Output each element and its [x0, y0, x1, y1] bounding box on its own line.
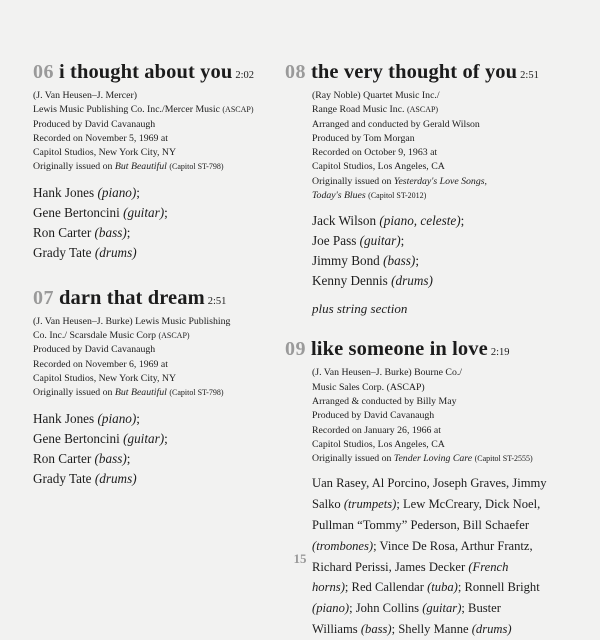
musician: Jack Wilson (piano, celeste); [312, 213, 465, 229]
track-credits [312, 89, 590, 203]
publisher: Music Sales Corp. (ASCAP) [312, 381, 425, 393]
track-heading [33, 286, 298, 314]
track-number: 08 [285, 61, 306, 83]
producer: Produced by David Cavanaugh [33, 344, 156, 356]
composers-publisher: (J. Van Heusen–J. Burke) Lewis Music Publishing [33, 315, 231, 327]
musician: Hank Jones (piano); [33, 410, 140, 426]
track-07 [33, 286, 298, 489]
track-heading [285, 60, 590, 88]
studio: Capitol Studios, Los Angeles, CA [312, 438, 445, 450]
original-issue: Originally issued on Yesterday's Love Songs, [312, 175, 487, 187]
musician: Joe Pass (guitar); [312, 233, 405, 249]
original-issue-cont: Today's Blues (Capitol ST-2012) [312, 190, 427, 202]
page-number: 15 [293, 551, 307, 566]
composers-publisher: (Ray Noble) Quartet Music Inc./ [312, 90, 440, 101]
track-duration: 2:02 [235, 70, 255, 81]
musician: Ron Carter (bass); [33, 224, 131, 240]
original-issue: Originally issued on But Beautiful (Capitol ST-798) [33, 387, 224, 399]
track-09 [285, 337, 590, 639]
track-heading [33, 60, 298, 88]
studio: Capitol Studios, New York City, NY [33, 372, 177, 384]
publisher: Lewis Music Publishing Co. Inc./Mercer Music (ASCAP) [33, 104, 254, 116]
arranger: Arranged and conducted by Gerald Wilson [312, 118, 480, 130]
track-06 [33, 60, 298, 263]
track-number: 07 [33, 286, 54, 309]
publisher: Range Road Music Inc. (ASCAP) [312, 104, 439, 116]
extra-note: plus string section [312, 301, 408, 317]
musician: Kenny Dennis (drums) [312, 273, 433, 289]
track-heading [285, 337, 590, 365]
composers: (J. Van Heusen–J. Mercer) [33, 90, 138, 101]
producer: Produced by David Cavanaugh [33, 118, 156, 130]
personnel-line: Williams (bass); Shelly Manne (drums) [312, 622, 512, 637]
track-duration: 2:51 [520, 70, 539, 81]
personnel-line: Uan Rasey, Al Porcino, Joseph Graves, Jimmy [312, 476, 547, 491]
musician: Gene Bertoncini (guitar); [33, 204, 168, 220]
track-credits [312, 366, 590, 466]
musician: Ron Carter (bass); [33, 450, 131, 466]
musician: Jimmy Bond (bass); [312, 253, 419, 269]
musician: Grady Tate (drums) [33, 244, 137, 260]
track-number: 06 [33, 61, 54, 83]
musicians [33, 409, 298, 489]
track-title: darn that dream [59, 286, 205, 309]
composers-publisher: (J. Van Heusen–J. Burke) Bourne Co./ [312, 367, 463, 379]
musician: Grady Tate (drums) [33, 470, 137, 486]
recording-date: Recorded on January 26, 1966 at [312, 424, 441, 436]
musician: Gene Bertoncini (guitar); [33, 430, 168, 446]
track-08 [285, 60, 590, 317]
producer: Produced by David Cavanaugh [312, 410, 435, 422]
musicians [312, 211, 590, 291]
personnel-line: (trombones); Vince De Rosa, Arthur Frantz, [312, 538, 533, 553]
recording-date: Recorded on November 5, 1969 at [33, 132, 168, 144]
track-title: like someone in love [311, 338, 488, 361]
recording-date: Recorded on October 9, 1963 at [312, 147, 438, 159]
track-title: the very thought of you [311, 61, 518, 83]
track-title: i thought about you [59, 61, 233, 83]
studio: Capitol Studios, New York City, NY [33, 147, 177, 159]
personnel-line: Salko (trumpets); Lew McCreary, Dick Noel, [312, 497, 541, 512]
track-duration: 2:51 [207, 295, 227, 307]
original-issue: Originally issued on Tender Loving Care (Capitol ST-2555) [312, 453, 533, 465]
left-column [33, 60, 298, 489]
original-issue: Originally issued on But Beautiful (Capitol ST-798) [33, 161, 224, 173]
producer: Produced by Tom Morgan [312, 132, 415, 144]
publisher: Co. Inc./ Scarsdale Music Corp (ASCAP) [33, 330, 190, 342]
personnel-line: horns); Red Callendar (tuba); Ronnell Bright [312, 580, 540, 595]
recording-date: Recorded on November 6, 1969 at [33, 358, 168, 370]
studio: Capitol Studios, Los Angeles, CA [312, 161, 445, 173]
track-duration: 2:19 [490, 347, 510, 359]
personnel-line: Richard Perissi, James Decker (French [312, 559, 509, 574]
track-credits [33, 315, 298, 401]
personnel-line: (piano); John Collins (guitar); Buster [312, 601, 501, 616]
track-credits [33, 89, 298, 175]
arranger: Arranged & conducted by Billy May [312, 395, 457, 407]
personnel-line: Pullman “Tommy” Pederson, Bill Schaefer [312, 518, 530, 533]
musician: Hank Jones (piano); [33, 184, 140, 200]
musicians [33, 183, 298, 263]
track-number: 09 [285, 338, 306, 361]
